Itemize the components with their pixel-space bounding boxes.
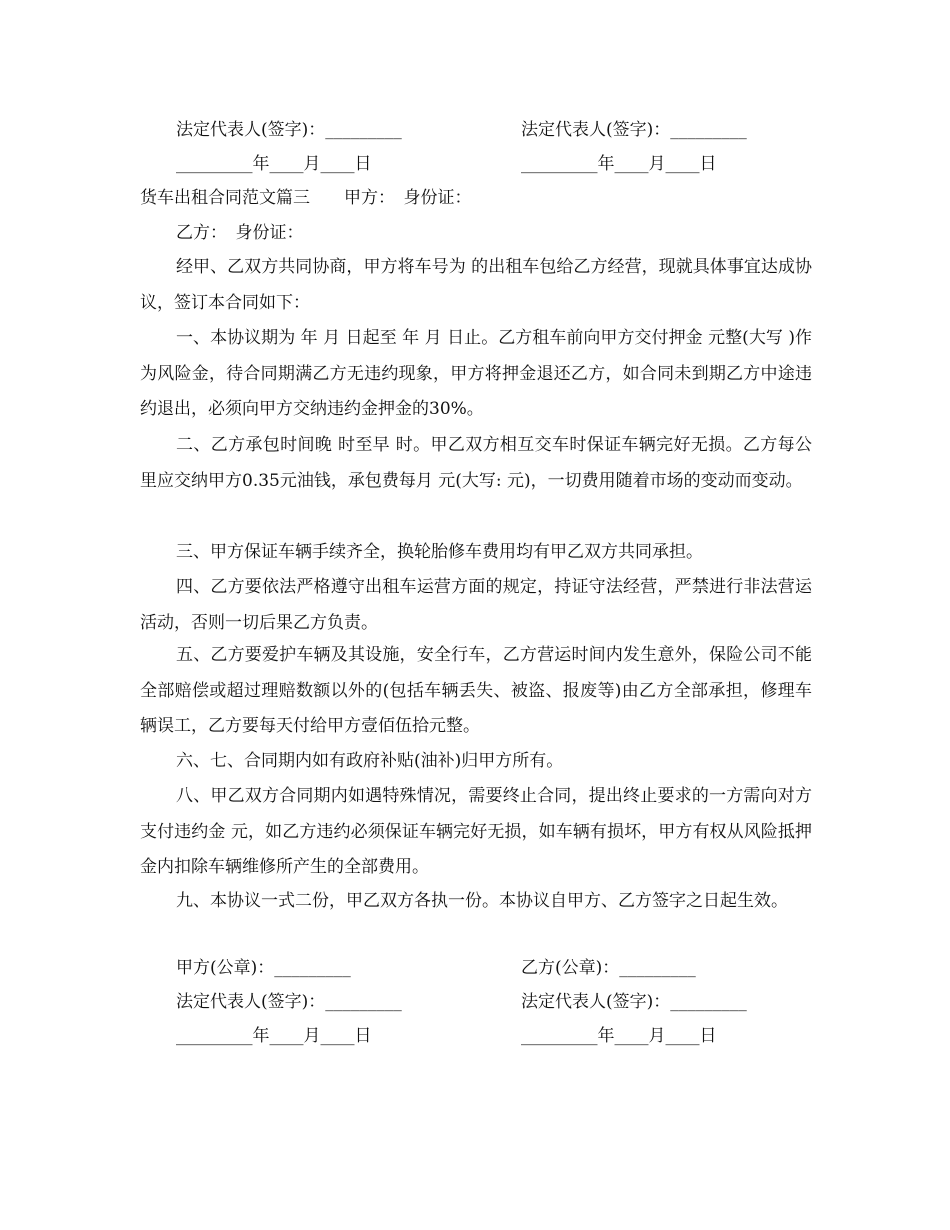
paragraph-clause-1: 一、本协议期为 年 月 日起至 年 月 日止。乙方租车前向甲方交付押金 元整(大写 )作为风险金，待合同期满乙方无违约现象，甲方将押金退还乙方，如合同未到期乙方中途违约退出，必须向甲方交纳违约金押金的30%。 [140,328,812,420]
top-left-date: _________年____月____日 [176,154,372,174]
bottom-left-date: _________年____月____日 [176,1026,372,1046]
bottom-right-rep-signature: 法定代表人(签字)：_________ [521,992,747,1012]
party-b-line: 乙方： 身份证： [176,223,304,243]
bottom-left-rep-signature: 法定代表人(签字)：_________ [176,992,402,1012]
bottom-right-date: _________年____月____日 [521,1026,717,1046]
paragraph-clause-8: 八、甲乙双方合同期内如遇特殊情况，需要终止合同，提出终止要求的一方需向对方支付违约金 元，如乙方违约必须保证车辆完好无损，如车辆有损坏，甲方有权从风险抵押金内扣除车辆维修所产生的全部费用。 [140,786,812,878]
paragraph-clause-9: 九、本协议一式二份，甲乙双方各执一份。本协议自甲方、乙方签字之日起生效。 [176,891,788,911]
bottom-left-seal: 甲方(公章)：_________ [176,958,351,978]
paragraph-clause-5: 五、乙方要爱护车辆及其设施，安全行车，乙方营运时间内发生意外，保险公司不能全部赔偿或超过理赔数额以外的(包括车辆丢失、被盗、报废等)由乙方全部承担，修理车辆误工，乙方要每天付给甲方壹佰伍拾元整。 [140,645,812,737]
paragraph-clause-3: 三、甲方保证车辆手续齐全，换轮胎修车费用均有甲乙双方共同承担。 [176,542,703,562]
paragraph-clause-2: 二、乙方承包时间晚 时至早 时。甲乙双方相互交车时保证车辆完好无损。乙方每公里应交纳甲方0.35元油钱，承包费每月 元(大写: 元)，一切费用随着市场的变动而变动。 [140,435,812,491]
top-right-date: _________年____月____日 [521,154,717,174]
top-left-rep-signature: 法定代表人(签字)：_________ [176,120,402,140]
top-right-rep-signature: 法定代表人(签字)：_________ [521,120,747,140]
bottom-right-seal: 乙方(公章)：_________ [521,958,696,978]
paragraph-clause-4: 四、乙方要依法严格遵守出租车运营方面的规定，持证守法经营，严禁进行非法营运活动，否则一切后果乙方负责。 [140,577,812,633]
paragraph-intro: 经甲、乙双方共同协商，甲方将车号为 的出租车包给乙方经营，现就具体事宜达成协议，签订本合同如下： [140,257,812,313]
contract-heading-line: 货车出租合同范文篇三 甲方： 身份证： [140,188,472,208]
paragraph-clause-6-7: 六、七、合同期内如有政府补贴(油补)归甲方所有。 [176,751,564,771]
